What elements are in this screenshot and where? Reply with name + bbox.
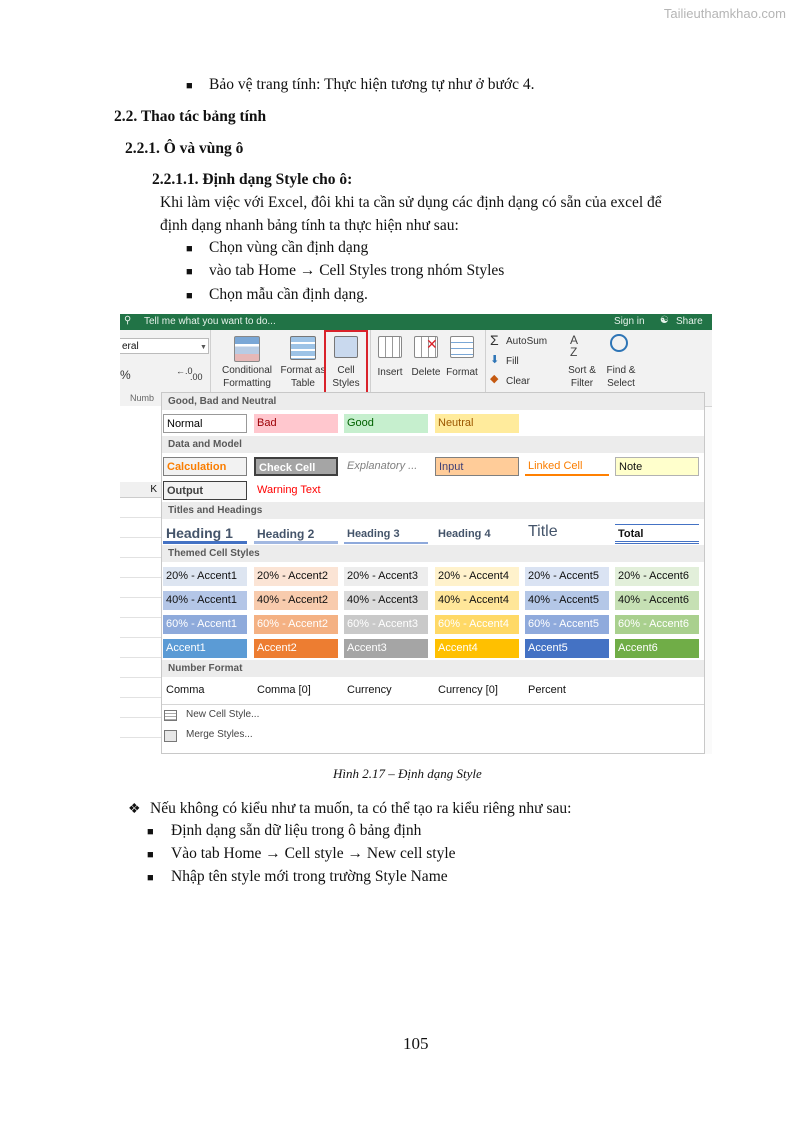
style-accent6[interactable]: Accent6 <box>615 639 699 658</box>
decimal-decrease-icon[interactable]: .00 <box>190 372 203 382</box>
step2-2: Vào tab Home → Cell style → New cell style <box>171 845 456 862</box>
tell-me-bar <box>120 314 712 330</box>
style-warning-text[interactable]: Warning Text <box>257 484 321 496</box>
style-calculation[interactable]: Calculation <box>163 457 247 476</box>
new-cell-style-menu-item[interactable]: New Cell Style... <box>186 709 260 720</box>
fill-button[interactable]: Fill <box>506 356 519 367</box>
insert-button[interactable]: Insert <box>377 367 403 378</box>
watermark: Tailieuthamkhao.com <box>663 6 786 21</box>
style-heading-4[interactable]: Heading 4 <box>438 528 491 540</box>
style-20-accent2[interactable]: 20% - Accent2 <box>254 567 338 586</box>
page-number: 105 <box>403 1034 429 1053</box>
new-cell-style-icon <box>164 710 177 721</box>
insert-icon <box>378 336 402 358</box>
bullet-icon: ■ <box>147 872 154 884</box>
eraser-icon: ◆ <box>490 373 499 385</box>
step2-3: Nhập tên style mới trong trường Style Name <box>171 868 448 885</box>
number-format-select[interactable]: eral <box>120 338 209 354</box>
paragraph-line-1: Khi làm việc với Excel, đôi khi ta cần sử dụng các định dạng có sẵn của excel để <box>160 194 662 211</box>
divider <box>162 704 704 705</box>
style-output[interactable]: Output <box>163 481 247 500</box>
style-20-accent6[interactable]: 20% - Accent6 <box>615 567 699 586</box>
heading-2-2-1: 2.2.1. Ô và vùng ô <box>125 140 244 157</box>
bullet-icon: ■ <box>186 80 193 92</box>
style-40-accent6[interactable]: 40% - Accent6 <box>615 591 699 610</box>
style-heading-1[interactable]: Heading 1 <box>163 522 247 544</box>
cell-styles-icon <box>334 336 358 358</box>
style-explanatory[interactable]: Explanatory ... <box>347 460 418 472</box>
step-3: Chọn mẫu cần định dạng. <box>209 286 368 303</box>
delete-button[interactable]: Delete <box>411 367 441 378</box>
chevron-down-icon: ▼ <box>200 344 207 351</box>
style-comma[interactable]: Comma <box>166 684 205 696</box>
step2-1: Định dạng sẵn dữ liệu trong ô bảng định <box>171 822 422 839</box>
format-icon <box>450 336 474 358</box>
sign-in-link[interactable]: Sign in <box>614 316 645 327</box>
autosum-button[interactable]: AutoSum <box>506 336 548 347</box>
worksheet-rows <box>120 498 161 754</box>
cell-styles-label-1: Cell <box>337 365 355 376</box>
find-label-2: Select <box>607 378 635 389</box>
style-comma-0[interactable]: Comma [0] <box>257 684 311 696</box>
style-neutral[interactable]: Neutral <box>435 414 519 433</box>
section-number-format: Number Format <box>162 660 704 677</box>
note-paragraph: Nếu không có kiểu như ta muốn, ta có thể tạo ra kiểu riêng như sau: <box>150 800 572 817</box>
share-icon: ☯ <box>660 315 669 326</box>
style-input[interactable]: Input <box>435 457 519 476</box>
step-2: vào tab Home → Cell Styles trong nhóm Styles <box>209 262 505 279</box>
decimal-increase-icon[interactable]: ←.0 <box>176 366 193 376</box>
style-title[interactable]: Title <box>528 523 558 540</box>
style-accent1[interactable]: Accent1 <box>163 639 247 658</box>
section-themed-cell-styles: Themed Cell Styles <box>162 545 704 562</box>
style-40-accent2[interactable]: 40% - Accent2 <box>254 591 338 610</box>
style-accent2[interactable]: Accent2 <box>254 639 338 658</box>
delete-x-icon: ✕ <box>426 336 438 352</box>
fill-down-icon: ⬇ <box>490 354 500 366</box>
percent-button[interactable]: % <box>120 368 131 382</box>
style-60-accent2[interactable]: 60% - Accent2 <box>254 615 338 634</box>
paragraph-line-2: định dạng nhanh bảng tính ta thực hiện như sau: <box>160 217 459 234</box>
style-currency-0[interactable]: Currency [0] <box>438 684 498 696</box>
style-60-accent6[interactable]: 60% - Accent6 <box>615 615 699 634</box>
column-k-header[interactable]: K <box>120 482 161 498</box>
section-data-model: Data and Model <box>162 436 704 453</box>
find-select-button[interactable] <box>600 364 642 390</box>
style-percent[interactable]: Percent <box>528 684 566 696</box>
style-heading-3[interactable]: Heading 3 <box>344 524 428 544</box>
style-note[interactable]: Note <box>615 457 699 476</box>
style-linked-cell[interactable]: Linked Cell <box>525 457 609 476</box>
conditional-formatting-button[interactable] <box>216 364 278 390</box>
bullet-icon: ■ <box>147 826 154 838</box>
format-button[interactable]: Format <box>446 367 478 378</box>
number-group-label: Numb <box>130 393 155 403</box>
format-as-table-button[interactable] <box>276 364 330 390</box>
conditional-label-2: Formatting <box>223 378 271 389</box>
style-good[interactable]: Good <box>344 414 428 433</box>
section-good-bad-neutral: Good, Bad and Neutral <box>162 393 704 410</box>
figure-caption: Hình 2.17 – Định dạng Style <box>333 766 482 781</box>
style-60-accent4[interactable]: 60% - Accent4 <box>435 615 519 634</box>
sort-filter-button[interactable] <box>564 364 600 390</box>
style-normal[interactable]: Normal <box>163 414 247 433</box>
style-60-accent1[interactable]: 60% - Accent1 <box>163 615 247 634</box>
sort-label-1: Sort & <box>568 365 596 376</box>
style-total[interactable]: Total <box>615 524 699 544</box>
style-60-accent5[interactable]: 60% - Accent5 <box>525 615 609 634</box>
style-currency[interactable]: Currency <box>347 684 392 696</box>
bullet-icon: ■ <box>186 290 193 302</box>
paragraph-protect-sheet: Bảo vệ trang tính: Thực hiện tương tự như ở bước 4. <box>209 76 535 93</box>
search-icon <box>610 334 628 352</box>
format-as-label-1: Format as <box>280 365 326 376</box>
step-1: Chọn vùng cần định dạng <box>209 239 369 256</box>
style-40-accent3[interactable]: 40% - Accent3 <box>344 591 428 610</box>
bullet-icon: ■ <box>186 266 193 278</box>
style-20-accent1[interactable]: 20% - Accent1 <box>163 567 247 586</box>
conditional-formatting-icon <box>234 336 260 362</box>
heading-2-2: 2.2. Thao tác bảng tính <box>114 108 267 125</box>
style-check-cell[interactable]: Check Cell <box>254 457 338 476</box>
find-label-1: Find & <box>606 365 636 376</box>
style-20-accent5[interactable]: 20% - Accent5 <box>525 567 609 586</box>
style-40-accent5[interactable]: 40% - Accent5 <box>525 591 609 610</box>
style-20-accent3[interactable]: 20% - Accent3 <box>344 567 428 586</box>
diamond-bullet-icon: ❖ <box>128 802 141 817</box>
lightbulb-icon: ⚲ <box>124 315 132 326</box>
cell-styles-gallery <box>161 392 705 754</box>
bullet-icon: ■ <box>147 849 154 861</box>
style-accent4[interactable]: Accent4 <box>435 639 519 658</box>
merge-styles-icon <box>164 730 177 742</box>
excel-cell-styles-screenshot <box>120 314 712 754</box>
style-40-accent4[interactable]: 40% - Accent4 <box>435 591 519 610</box>
style-accent3[interactable]: Accent3 <box>344 639 428 658</box>
sigma-icon: Σ <box>490 332 499 348</box>
tell-me-input[interactable]: Tell me what you want to do... <box>144 316 276 327</box>
heading-2-2-1-1: 2.2.1.1. Định dạng Style cho ô: <box>152 171 353 188</box>
share-button[interactable]: Share <box>676 316 703 327</box>
style-20-accent4[interactable]: 20% - Accent4 <box>435 567 519 586</box>
merge-styles-menu-item[interactable]: Merge Styles... <box>186 729 253 740</box>
cell-styles-button[interactable] <box>324 364 368 390</box>
format-as-table-icon <box>290 336 316 360</box>
style-bad[interactable]: Bad <box>254 414 338 433</box>
cell-styles-label-2: Styles <box>332 378 360 389</box>
style-accent5[interactable]: Accent5 <box>525 639 609 658</box>
style-40-accent1[interactable]: 40% - Accent1 <box>163 591 247 610</box>
style-heading-2[interactable]: Heading 2 <box>254 524 338 544</box>
section-titles-headings: Titles and Headings <box>162 502 704 519</box>
clear-button[interactable]: Clear <box>506 376 530 387</box>
worksheet-area[interactable] <box>120 406 161 754</box>
conditional-label-1: Conditional <box>221 365 273 376</box>
sort-filter-icon: A Z <box>570 333 579 359</box>
format-as-label-2: Table <box>291 378 315 389</box>
bullet-icon: ■ <box>186 243 193 255</box>
style-60-accent3[interactable]: 60% - Accent3 <box>344 615 428 634</box>
sort-label-2: Filter <box>570 378 594 389</box>
